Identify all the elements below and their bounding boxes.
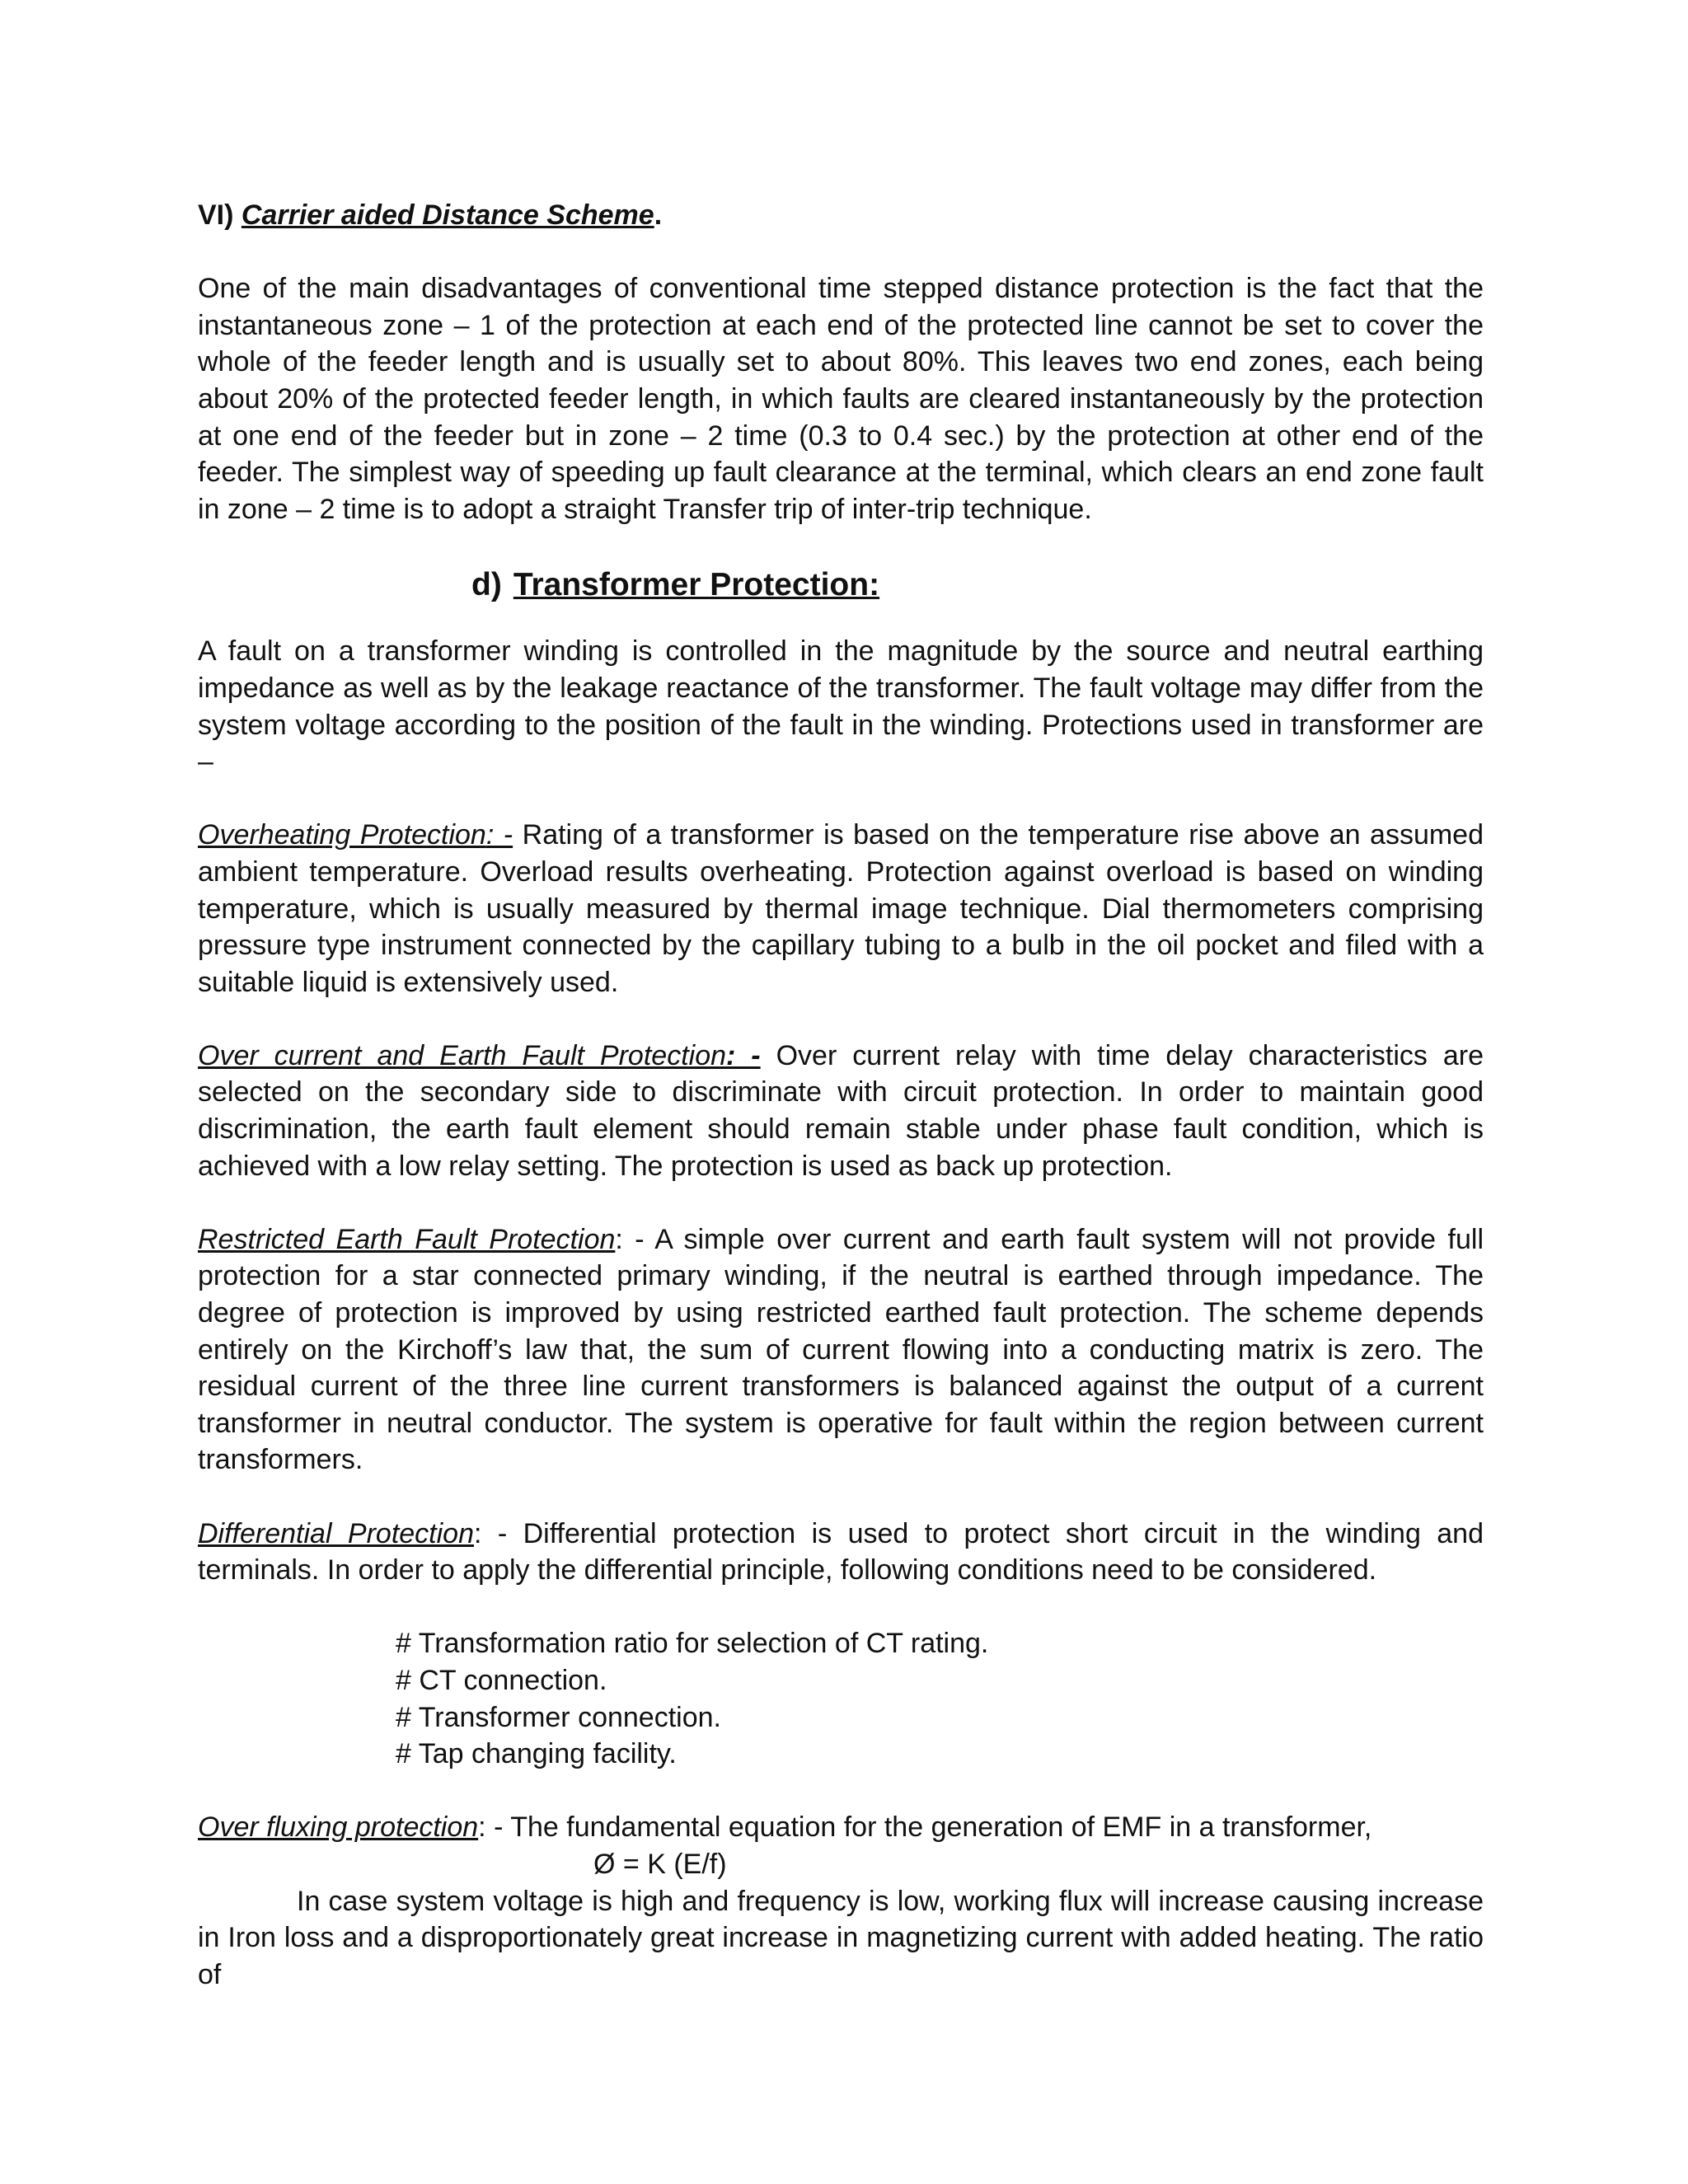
section-title: Carrier aided Distance Scheme [241, 199, 654, 231]
paragraph-overcurrent: Over current and Earth Fault Protection: - Over current relay with time delay characteristics are selected on the secondary side to discriminate with circuit protection. In order to maintain good discrimination, the earth fault element should remain stable under phase fault condition, which is achieved with a low relay setting. The protection is used as back up protection. [198, 1039, 1484, 1182]
section-label: d) [471, 567, 502, 603]
list-item: # Transformer connection. [396, 1701, 721, 1733]
paragraph-transformer-intro: A fault on a transformer winding is controlled in the magnitude by the source and neutral earthing impedance as well as by the leakage reactance of the transformer. The fault voltage may differ from the system voltage according to the position of the fault in the winding. Protections used in transformer are – [198, 635, 1484, 778]
term-overfluxing: Over fluxing protection [198, 1811, 479, 1844]
term-overcurrent: Over current and Earth Fault Protection: - [198, 1039, 761, 1071]
list-item: # Transformation ratio for selection of CT rating. [396, 1628, 989, 1660]
differential-conditions-list [198, 1625, 1484, 1772]
document-content [198, 197, 1484, 1993]
section-number: VI) [198, 199, 234, 231]
paragraph-overheating: Overheating Protection: - Rating of a transformer is based on the temperature rise above an assumed ambient temperature. Overload results overheating. Protection against overload is based on winding temperature, which is usually measured by thermal image technique. Dial thermometers comprising pressure type instrument connected by the capillary tubing to a bulb in the oil pocket and filed with a suitable liquid is extensively used. [198, 819, 1484, 998]
paragraph-overfluxing-continuation: In case system voltage is high and frequency is low, working flux will increase causing increase in Iron loss and a disproportionately great increase in magnetizing current with added heating. The ratio of [198, 1885, 1484, 1990]
section-heading-transformer [198, 564, 1484, 607]
flux-equation: Ø = K (E/f) [593, 1848, 727, 1880]
list-item: # Tap changing facility. [396, 1738, 677, 1770]
section-title: Transformer Protection: [513, 567, 880, 603]
section-heading-vi: VI) Carrier aided Distance Scheme. [198, 199, 663, 231]
paragraph-differential: Differential Protection: - Differential protection is used to protect short circuit in the winding and terminals. In order to apply the differential principle, following conditions need to be considered. [198, 1517, 1484, 1586]
term-restricted-earth-fault: Restricted Earth Fault Protection [198, 1223, 616, 1255]
term-overheating: Overheating Protection: - [198, 819, 513, 851]
paragraph-restricted-earth-fault: Restricted Earth Fault Protection: - A simple over current and earth fault system will not provide full protection for a star connected primary winding, if the neutral is earthed through impedance. The degree of protection is improved by using restricted earthed fault protection. The scheme depends entirely on the Kirchoff’s law that, the sum of current flowing into a conducting matrix is zero. The residual current of the three line current transformers is balanced against the output of a current transformer in neutral conductor. The system is operative for fault within the region between current transformers. [198, 1223, 1484, 1476]
paragraph-overfluxing: Over fluxing protection: - The fundamental equation for the generation of EMF in a transformer, [198, 1811, 1372, 1844]
term-differential: Differential Protection [198, 1517, 475, 1549]
paragraph-carrier-scheme: One of the main disadvantages of conventional time stepped distance protection is the fact that the instantaneous zone – 1 of the protection at each end of the protected line cannot be set to cover the whole of the feeder length and is usually set to about 80%. This leaves two end zones, each being about 20% of the protected feeder length, in which faults are cleared instantaneously by the protection at one end of the feeder but in zone – 2 time (0.3 to 0.4 sec.) by the protection at other end of the feeder. The simplest way of speeding up fault clearance at the terminal, which clears an end zone fault in zone – 2 time is to adopt a straight Transfer trip of inter-trip technique. [198, 273, 1484, 525]
list-item: # CT connection. [396, 1664, 607, 1696]
